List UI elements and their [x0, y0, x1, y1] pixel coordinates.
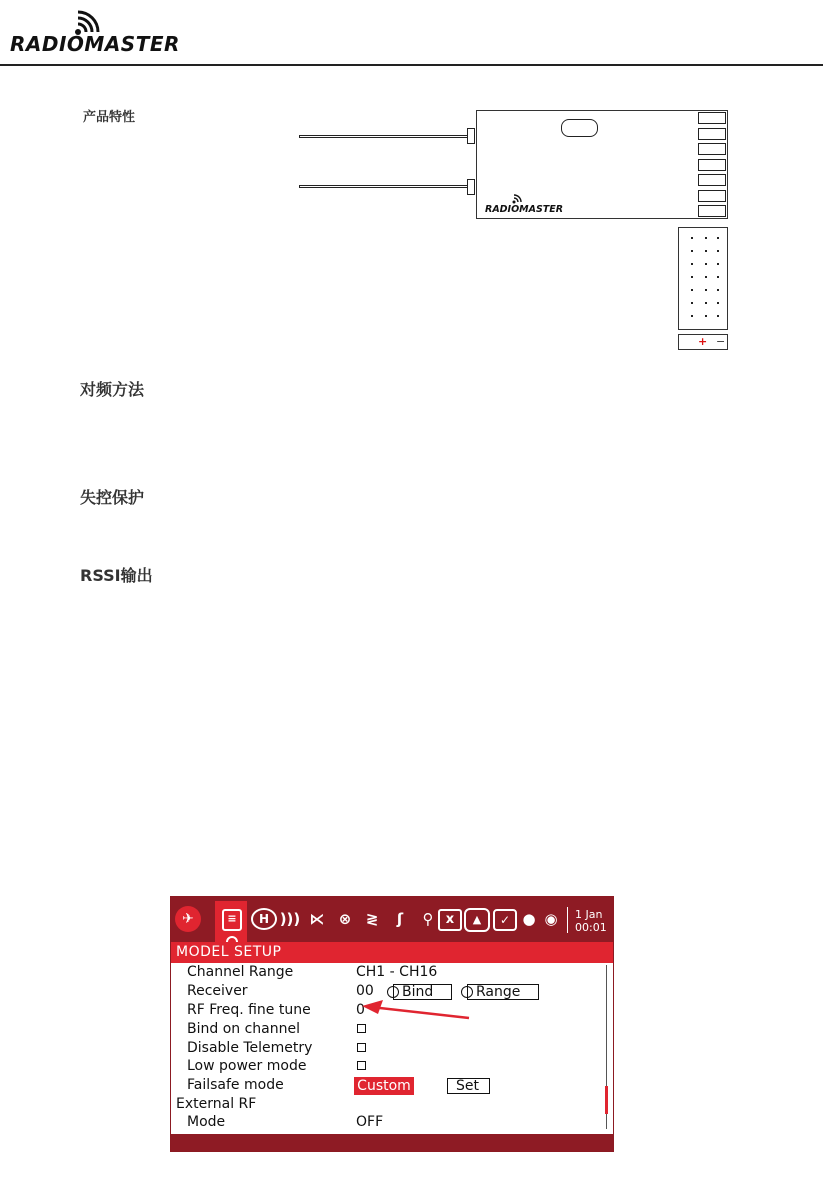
receiver-body — [476, 110, 728, 219]
clock-time: 00:01 — [575, 921, 607, 934]
gvars-icon[interactable]: ⚲ — [422, 910, 434, 928]
receiver-brand: RADIOMASTER — [485, 204, 564, 215]
pin-header — [698, 205, 726, 217]
section-binding-title: 对频方法 — [80, 380, 145, 399]
pin-header — [698, 112, 726, 124]
setting-label: Bind on channel — [187, 1021, 300, 1037]
setting-label: Channel Range — [187, 964, 294, 980]
pin-header — [698, 174, 726, 186]
polarity-label — [678, 334, 728, 350]
section-features-title: 产品特性 — [83, 110, 136, 125]
receiver-led — [561, 119, 598, 137]
setting-label: Disable Telemetry — [187, 1040, 313, 1056]
external-rf-mode-value[interactable]: OFF — [356, 1114, 384, 1130]
setting-label: Low power mode — [187, 1058, 307, 1074]
section-rssi-title: RSSI输出 — [80, 566, 153, 585]
checklist-icon[interactable]: ✓ — [493, 909, 517, 931]
polarity-minus: − — [716, 335, 726, 348]
rf-freq-value[interactable]: 0 — [356, 1002, 365, 1018]
special-functions-icon[interactable]: ▲ — [464, 908, 490, 932]
failsafe-set-button[interactable]: Set — [447, 1078, 490, 1094]
pin-header — [698, 143, 726, 155]
antenna-connector-upper — [467, 128, 475, 144]
model-menu-icon[interactable]: ≡ — [215, 901, 247, 942]
screen-title: MODEL SETUP — [176, 944, 282, 960]
header-divider — [0, 64, 823, 66]
inputs-icon[interactable]: ⋉ — [309, 910, 325, 928]
setting-label: Mode — [187, 1114, 226, 1130]
servo-pin-grid — [678, 227, 728, 330]
polarity-plus: + — [698, 335, 708, 348]
telemetry-icon[interactable]: ● — [522, 910, 536, 928]
logical-switch-icon[interactable]: x — [438, 909, 462, 931]
pin-header — [698, 159, 726, 171]
setting-value[interactable]: CH1 - CH16 — [356, 964, 438, 980]
setting-label: Receiver — [187, 983, 248, 999]
pin-header — [698, 190, 726, 202]
antenna-connector-lower — [467, 179, 475, 195]
transmitter-screen — [170, 896, 614, 1152]
red-arrow-icon — [171, 897, 614, 1152]
mixer-icon[interactable]: ⊗ — [338, 910, 352, 928]
range-button[interactable]: Range — [467, 984, 539, 1000]
section-failsafe-title: 失控保护 — [80, 488, 145, 507]
setting-label: RF Freq. fine tune — [187, 1002, 311, 1018]
curves-icon[interactable]: ʃ — [396, 910, 404, 928]
failsafe-mode-select[interactable]: Custom — [354, 1077, 414, 1095]
bind-button[interactable]: Bind — [393, 984, 452, 1000]
setting-label: Failsafe mode — [187, 1077, 284, 1093]
clock-date: 1 Jan — [575, 908, 603, 921]
display-icon[interactable]: ◉ — [544, 910, 558, 928]
brand-logo: RADIOMASTER — [10, 32, 180, 56]
pin-header — [698, 128, 726, 140]
heli-icon[interactable]: H — [251, 908, 277, 930]
flight-mode-icon[interactable]: ))) — [279, 910, 301, 928]
antenna-upper — [299, 135, 467, 138]
airplane-home-icon[interactable]: ✈ — [175, 906, 201, 932]
page-header — [0, 0, 823, 66]
antenna-lower — [299, 185, 467, 188]
receiver-number[interactable]: 00 — [356, 983, 374, 999]
outputs-icon[interactable]: ≷ — [365, 910, 379, 928]
group-label: External RF — [176, 1096, 257, 1112]
